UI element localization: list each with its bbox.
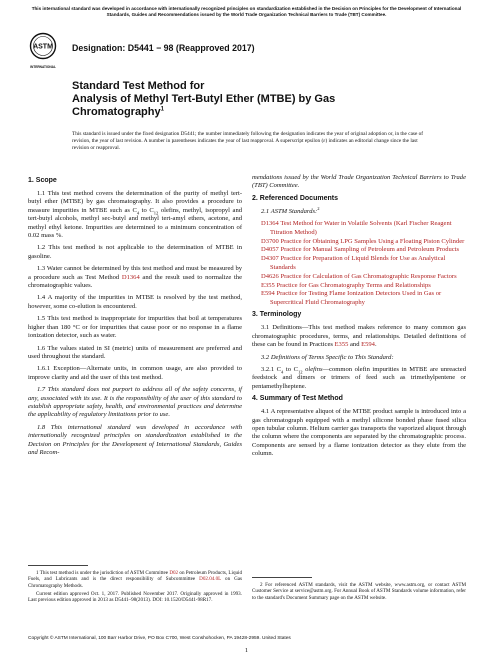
left-column	[28, 174, 242, 461]
document-title	[72, 80, 412, 119]
footnote-divider	[28, 565, 88, 566]
title-line-1: Standard Test Method for	[72, 80, 205, 92]
standard-intro-note: This standard is issued under the fixed designation D5441; the number immediately following the designation indicates the year of original adoption or, in the case of revision, the year of last revision. A number in parentheses indicates the year of last reapproval. A superscript epsilon (ε) indicates an editorial change since the last revision or reapproval.	[72, 131, 424, 151]
link-d1364-ref[interactable]: D1364	[261, 220, 279, 228]
link-d3700[interactable]: D3700	[261, 237, 279, 245]
title-footnote-mark: 1	[160, 106, 164, 113]
reference-item: D1364 Test Method for Water in Volatile Solvents (Karl Fischer Reagent Titration Method)	[261, 220, 452, 236]
section-heading-referenced-documents: 2. Referenced Documents	[252, 194, 338, 202]
designation: Designation: D5441 − 98 (Reapproved 2017)	[72, 43, 255, 53]
paragraph-1-5: 1.5 This test method is inappropriate for impurities that boil at temperatures higher than 180 °C or for impurities that cause poor or no response in a flame ionization detector, such as water.	[28, 315, 242, 340]
paragraph-1-2: 1.2 This test method is not applicable to the determination of MTBE in gasoline.	[28, 244, 242, 260]
logo-subtext: INTERNATIONAL	[30, 65, 56, 69]
paragraph-1-4: 1.4 A majority of the impurities in MTBE is resolved by the test method, however, some co-elution is encountered.	[28, 294, 242, 310]
footnote-divider	[252, 577, 312, 578]
paragraph-1-6-1: 1.6.1 Exception—Alternate units, in common usage, are also provided to improve clarity and aid the user of this test method.	[28, 365, 242, 381]
section-heading-scope: 1. Scope	[28, 177, 57, 184]
paragraph-1-8: 1.8 This international standard was developed in accordance with internationally recognized principles on standardization established in the Decision on Principles for the Development of International Standards, Guides and Recom-	[28, 423, 242, 456]
reference-item: D4057 Practice for Manual Sampling of Petroleum and Petroleum Products	[261, 246, 460, 254]
link-d02-04-0l[interactable]: D02.04.0L	[199, 576, 222, 583]
reference-item: E355 Practice for Gas Chromatography Terms and Relationships	[261, 281, 431, 289]
paragraph-1-3: 1.3 Water cannot be determined by this test method and must be measured by a procedure such as Test Method D1364 and the result used to normalize the chromatographic values.	[28, 265, 242, 290]
reference-list	[252, 220, 466, 307]
paragraph-3-2: 3.2 Definitions of Terms Specific to This Standard:	[261, 353, 394, 361]
link-d4626[interactable]: D4626	[261, 272, 279, 280]
paragraph-2-1: 2.1 ASTM Standards:$^2$	[261, 205, 320, 215]
link-d4307[interactable]: D4307	[261, 255, 279, 263]
reference-item: D4307 Practice for Preparation of Liquid Blends for Use as Analytical Standards	[261, 255, 446, 271]
section-heading-summary: 4. Summary of Test Method	[252, 395, 343, 403]
link-e355-inline[interactable]: E355	[334, 341, 349, 349]
astm-logo	[28, 32, 58, 72]
footnote-1: 1 This test method is under the jurisdiction of ASTM Committee D02 on Petroleum Products, Liquid Fuels, and Lubricants and is the direct responsibility of Subcommittee D02.04.0L on Gas Chromatography Methods. Current edition approved Oct. 1, 2017. Published November 2017. Originally approved in 1993. Last previous edition approved in 2013 as D5441–98(2013). DOI: 10.1520/D5441-98R17.	[28, 565, 242, 603]
reference-item: D4626 Practice for Calculation of Gas Chromatographic Response Factors	[261, 272, 457, 280]
paragraph-1-1: 1.1 This test method covers the determination of the purity of methyl tert-butyl ether (MTBE) by gas chromatography. It also provides a procedure to measure impurities in MTBE such as $C_4$ to $C_{12}$ olefins, methyl, isopropyl and tert-butyl alcohols, methyl sec-butyl and methyl tert-amyl ethers, acetone, and methyl ethyl ketone. Impurities are determined to a minimum concentration of 0.02 mass %.	[28, 190, 243, 240]
link-e594-inline[interactable]: E594	[361, 341, 375, 349]
link-d02[interactable]: D02	[169, 570, 179, 576]
section-heading-terminology: 3. Terminology	[252, 311, 302, 319]
tbt-notice: This international standard was developed in accordance with internationally recognized principles on standardization established in the Decision on Principles for the Development of International Standards, Guides and Recommendations issued by the World Trade Organization Technical Barriers to Trade (TBT) Committee.	[31, 6, 462, 17]
reference-item: D3700 Practice for Obtaining LPG Samples Using a Floating Piston Cylinder	[261, 237, 465, 245]
reference-item: E594 Practice for Testing Flame Ionization Detectors Used in Gas or Supercritical Fluid Chromatography	[261, 290, 442, 306]
paragraph-3-1: 3.1 Definitions—This test method makes reference to many common gas chromatographic procedures, terms, and relationships. Detailed definitions of these can be found in Practices E355 and E594.	[252, 324, 466, 349]
paragraph-1-8-continued: mendations issued by the World Trade Organization Technical Barriers to Trade (TBT) Committee.	[252, 174, 466, 190]
title-line-2: Analysis of Methyl Tert-Butyl Ether (MTBE) by Gas Chromatography$^1$	[72, 93, 336, 118]
paragraph-4-1: 4.1 A representative aliquot of the MTBE product sample is introduced into a gas chromatograph equipped with a methyl silicone bonded phase fused silica open tubular column. Helium carrier gas transports the vaporized aliquot through the column where the components are separated by the chromatographic process. Components are sensed by a flame ionization detector as they elute from the column.	[252, 408, 466, 458]
link-d1364[interactable]: D1364	[121, 273, 140, 281]
paragraph-1-6: 1.6 The values stated in SI (metric) units of measurement are preferred and used throughout the standard.	[28, 344, 242, 360]
logo-text: ASTM	[33, 43, 53, 51]
page-number: 1	[244, 647, 249, 654]
paragraph-3-2-1: 3.2.1 $C_4$ to $C_{12}$ olefins—common olefin impurities in MTBE are unreacted feedstock and dimers or trimers of feed such as trimethylpentene or pentamethylheptene.	[252, 365, 466, 390]
link-e594[interactable]: E594	[261, 290, 275, 298]
copyright-line: Copyright © ASTM International, 100 Barr Harbor Drive, PO Box C700, West Conshohocken, PA 19428-2959. United States	[28, 636, 291, 641]
paragraph-1-7: 1.7 This standard does not purport to address all of the safety concerns, if any, associated with its use. It is the responsibility of the user of this standard to establish appropriate safety, health, and environmental practices and determine the applicability of regulatory limitations prior to use.	[28, 386, 242, 419]
link-e355[interactable]: E355	[261, 281, 275, 289]
footnote-2: 2 For referenced ASTM standards, visit the ASTM website, www.astm.org, or contact ASTM Customer Service at service@astm.org. For Annual Book of ASTM Standards volume information, refer to the standard's Document Summary page on the ASTM website.	[252, 577, 466, 601]
right-column	[252, 174, 466, 463]
link-d4057[interactable]: D4057	[261, 246, 279, 254]
